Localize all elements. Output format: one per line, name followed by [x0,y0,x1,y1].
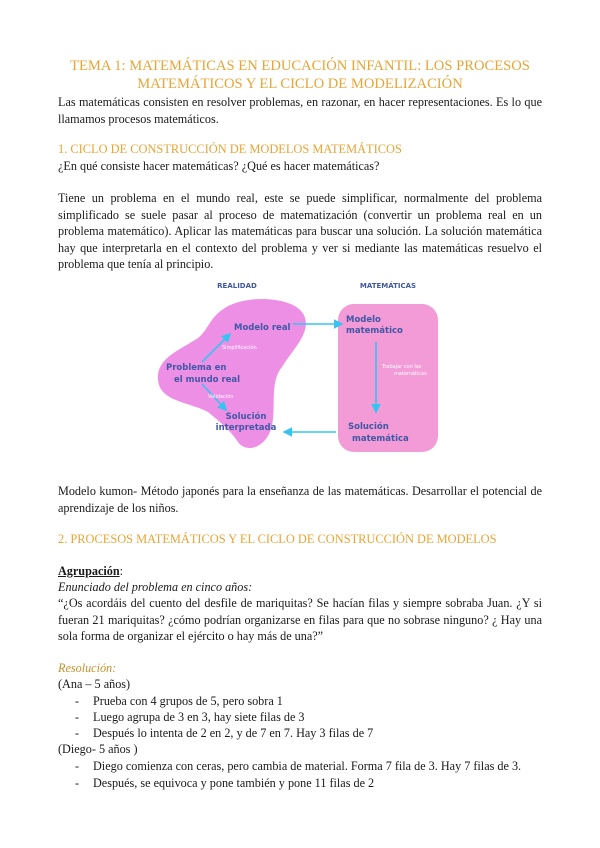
modelo-matematico-line-1: Modelo [346,315,381,325]
solucion-interpretada-line-1: Solución [225,412,267,422]
enunciado-label: Enunciado del problema en cinco años: [58,580,253,594]
dash: - [75,726,80,740]
ana-item-3 [75,725,373,741]
validacion-label: Validación [208,394,234,400]
ana-header: (Ana – 5 años) [58,677,131,691]
reality-label: REALIDAD [217,282,257,290]
diego-item-1 [75,758,521,774]
problema-line-1: Problema en [166,363,227,373]
diego-item-1-text: Diego comienza con ceras, pero cambia de material. Forma 7 fila de 3. Hay 7 filas de 3. [93,759,522,773]
enunciado-text: “¿Os acordáis del cuento del desfile de mariquitas? Se hacían filas y siempre sobraba Juan. ¿Y si fueran 21 mariquitas? ¿cómo podrían organizarse en filas para que no sobrase ninguno? ¿ Hay una sola forma de organizar el ejército o hay más de una?” [58,596,542,643]
agrupacion-heading [58,563,123,579]
title-line-2: MATEMÁTICOS Y EL CICLO DE MODELIZACIÓN [137,76,463,92]
agrupacion-label: Agrupación [58,564,120,578]
modelization-cycle-diagram [150,272,450,467]
intro-paragraph: Las matemáticas consisten en resolver problemas, en razonar, en hacer representaciones. Es lo que llamamos procesos matemáticos. [58,95,542,126]
section-1-heading: 1. CICLO DE CONSTRUCCIÓN DE MODELOS MATEMÁTICOS [58,142,402,156]
ana-item-1-text: Prueba con 4 grupos de 5, pero sobra 1 [93,694,283,708]
ana-item-2 [75,709,305,725]
simplificacion-label: Simplificación [222,345,257,351]
agrupacion-colon: : [119,564,124,578]
section-1-question: ¿En qué consiste hacer matemáticas? ¿Qué es hacer matemáticas? [58,159,380,173]
dash: - [75,710,80,724]
document-title [58,57,542,93]
modelo-matematico-line-2: matemático [346,326,403,336]
kumon-paragraph: Modelo kumon- Método japonés para la enseñanza de las matemáticas. Desarrollar el potencial de aprendizaje de los niños. [58,484,542,515]
solucion-matematica-line-1: Solución [348,422,389,432]
section-1-paragraph: Tiene un problema en el mundo real, este se puede simplificar, normalmente del problema simplificado se suele pasar al proceso de matematización (convertir un problema real en un problema matemático). Aplicar las matemáticas para buscar una solución. La solución matemática hay que interpretarla en el contexto del problema y ver si mediante las matemáticas resuelvo el problema que tenía al principio. [58,191,542,271]
solucion-interpretada-line-2: interpretada [215,423,277,433]
resolucion-label: Resolución: [58,661,117,675]
dash: - [75,776,80,790]
solucion-matematica-line-2: matemática [352,434,409,444]
trabajar-line-1: Trabajar con las [382,364,422,370]
ana-item-3-text: Después lo intenta de 2 en 2, y de 7 en 7. Hay 3 filas de 7 [93,726,374,740]
dash: - [75,759,80,773]
modelo-real-label: Modelo real [234,323,291,333]
ana-item-2-text: Luego agrupa de 3 en 3, hay siete filas de 3 [93,710,305,724]
dash: - [75,694,80,708]
diego-header: (Diego- 5 años ) [58,742,138,756]
section-2-heading: 2. PROCESOS MATEMÁTICOS Y EL CICLO DE CONSTRUCCIÓN DE MODELOS [58,532,497,546]
diego-item-2 [75,775,374,791]
math-label: MATEMÁTICAS [359,282,417,290]
trabajar-line-2: matemáticas [394,371,427,377]
ana-item-1 [75,693,283,709]
diego-item-2-text: Después, se equivoca y pone también y pone 11 filas de 2 [93,776,375,790]
title-line-1: TEMA 1: MATEMÁTICAS EN EDUCACIÓN INFANTIL: LOS PROCESOS [70,58,530,74]
problema-line-2: el mundo real [174,375,241,385]
